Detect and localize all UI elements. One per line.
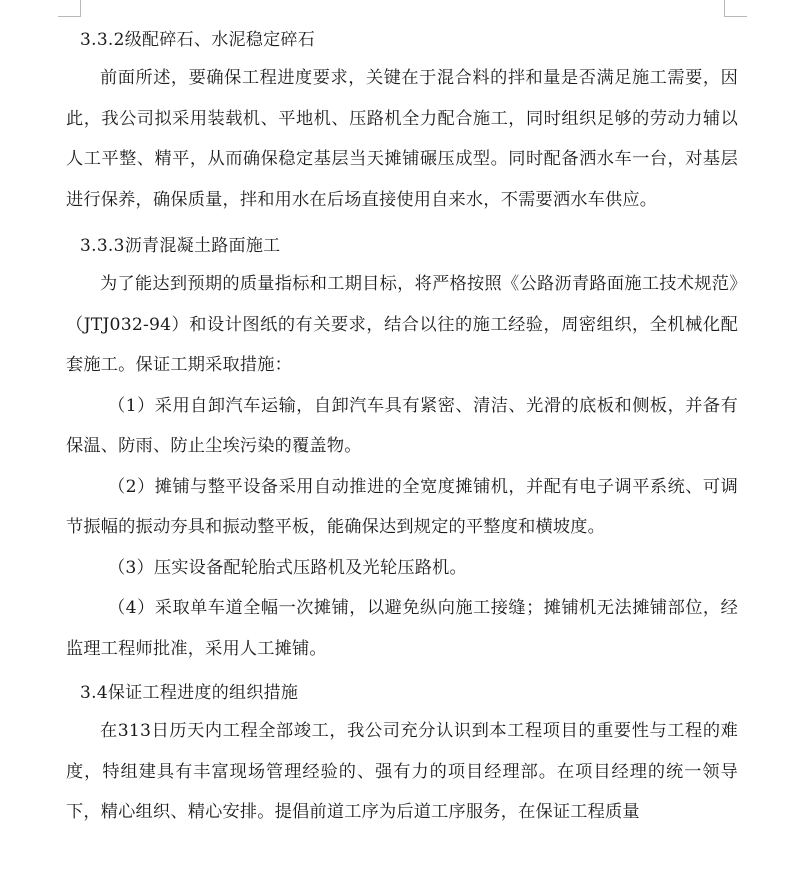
section-heading: 3.3.3沥青混凝土路面施工 [80,236,281,256]
body-paragraph: 前面所述，要确保工程进度要求，关键在于混合料的拌和量是否满足施工需要，因此，我公司拟采用装载机、平地机、压路机全力配合施工，同时组织足够的劳动力辅以人工平整、精平，从而确保稳定基层当天摊铺碾压成型。同时配备洒水车一台，对基层进行保养，确保质量，拌和用水在后场直接使用自来水，不需要洒水车供应。 [66,68,738,210]
list-item: （3）压实设备配轮胎式压路机及光轮压路机。 [108,557,467,578]
section-heading: 3.3.2级配碎石、水泥稳定碎石 [80,30,316,50]
body-paragraph: 为了能达到预期的质量指标和工期目标，将严格按照《公路沥青路面施工技术规范》（JTJ032-94）和设计图纸的有关要求，结合以往的施工经验，周密组织，全机械化配套施工。保证工期采取措施： [66,274,738,375]
list-item: （1）采用自卸汽车运输，自卸汽车具有紧密、清洁、光滑的底板和侧板，并备有保温、防雨、防止尘埃污染的覆盖物。 [66,395,738,456]
page-corner-mark-top-right [724,0,747,17]
body-paragraph: 在313日历天内工程全部竣工，我公司充分认识到本工程项目的重要性与工程的难度，特组建具有丰富现场管理经验的、强有力的项目经理部。在项目经理的统一领导下，精心组织、精心安排。提倡前道工序为后道工序服务，在保证工程质量 [66,721,738,822]
list-item: （2）摊铺与整平设备采用自动推进的全宽度摊铺机，并配有电子调平系统、可调节振幅的振动夯具和振动整平板，能确保达到规定的平整度和横坡度。 [66,476,738,537]
document-body[interactable] [66,22,738,833]
section-heading: 3.4保证工程进度的组织措施 [80,683,299,703]
page-corner-mark-top-left [58,0,81,17]
list-item: （4）采取单车道全幅一次摊铺，以避免纵向施工接缝；摊铺机无法摊铺部位，经监理工程师批准，采用人工摊铺。 [66,598,738,659]
